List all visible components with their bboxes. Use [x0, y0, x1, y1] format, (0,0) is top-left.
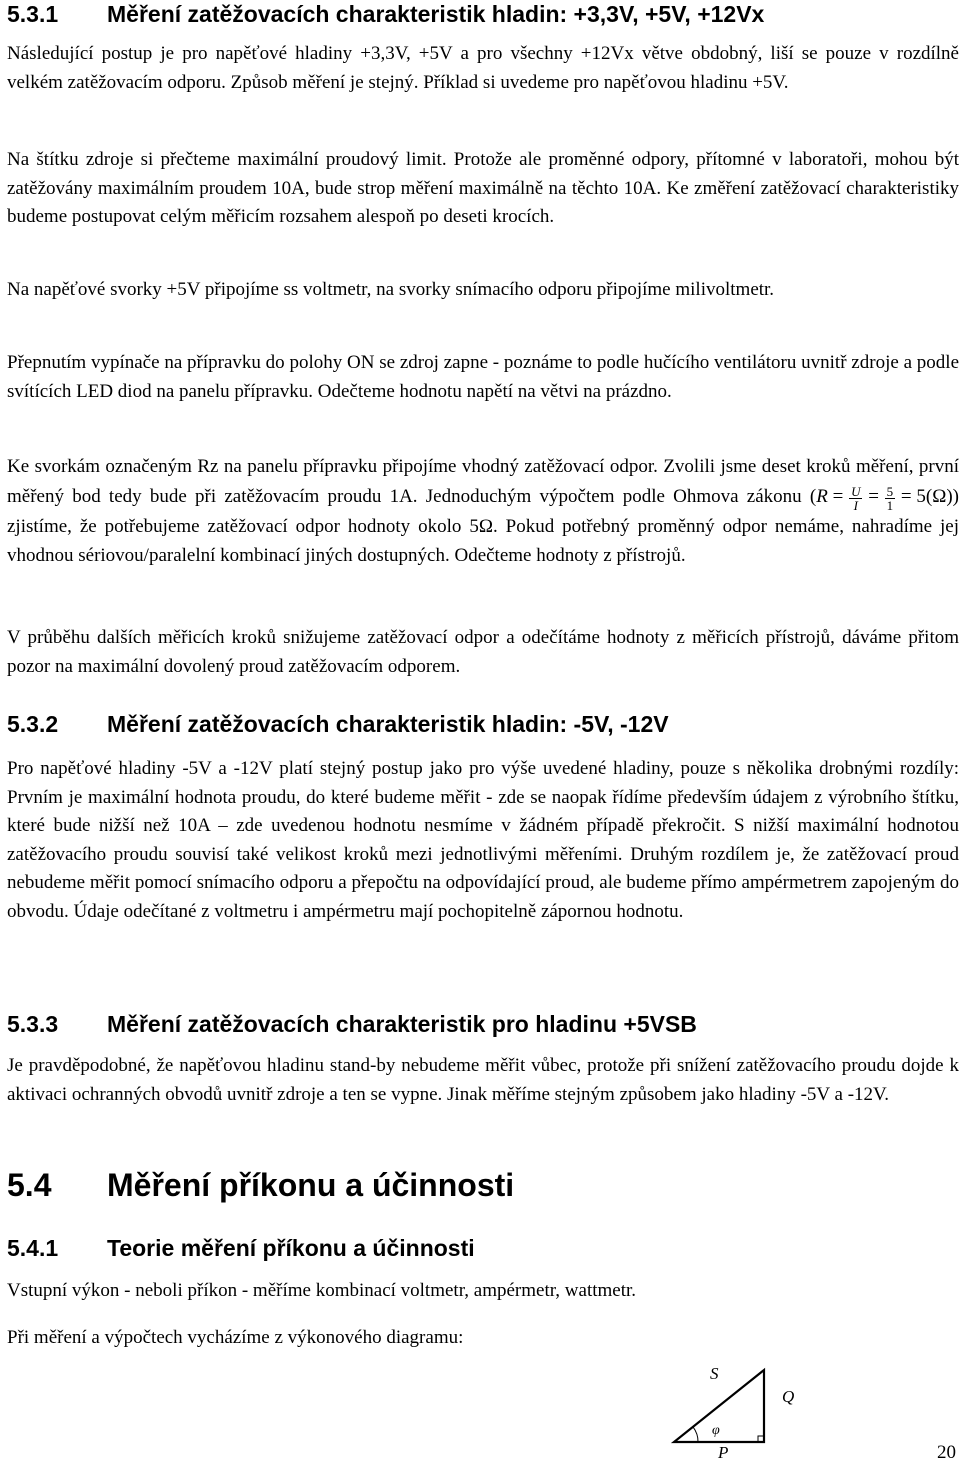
formula-result: 5(Ω): [916, 486, 953, 508]
heading-5-4-1: [7, 1234, 475, 1262]
heading-5-3-2: [7, 710, 669, 738]
label-s: S: [710, 1364, 719, 1383]
label-q: Q: [782, 1387, 795, 1406]
angle-arc: [693, 1427, 698, 1442]
formula-eq: =: [900, 486, 912, 508]
formula-five: 5: [886, 483, 894, 499]
formula-eq: =: [868, 486, 879, 508]
formula-fraction-ui: [849, 485, 862, 512]
formula-i: I: [853, 497, 858, 513]
heading-title: Teorie měření příkonu a účinnosti: [107, 1235, 475, 1261]
text-before-formula: Ke svorkám označeným Rz na panelu přípravku připojíme vhodný zatěžovací odpor. Zvolili jsme deset kroků měření, první měřený bod tedy bude při zatěžovacím proudu 1A. Jednoduchým výpočtem podle Ohmova zákonu (: [7, 456, 959, 507]
heading-5-4: [7, 1166, 514, 1204]
heading-title: Měření zatěžovacích charakteristik hladin: -5V, -12V: [107, 711, 669, 737]
heading-number: 5.4: [7, 1167, 52, 1203]
paragraph: Pro napěťové hladiny -5V a -12V platí stejný postup jako pro výše uvedené hladiny, pouze s několika drobnými rozdíly: Prvním je maximální hodnota proudu, do které budeme měřit - zde se naopak řídíme především údajem z výrobního štítku, které bude nižší než 10A – zde uvedenou hodnotu nesmíme v žádném případě překročit. S nižší maximální hodnotou zatěžovacího proudu souvisí také velikost kroků mezi jednotlivými měřeními. Druhým rozdílem je, že zatěžovací proud nebudeme měřit pomocí snímacího odporu a přepočtu na odpovídající proud, ale budeme přímo ampérmetrem zapojeným do obvodu. Údaje odečítané z voltmetru i ampérmetru mají pochopitelně zápornou hodnotu.: [7, 758, 959, 922]
heading-number: 5.3.2: [7, 711, 59, 737]
paragraph: Na štítku zdroje si přečteme maximální proudový limit. Protože ale proměnné odpory, přítomné v laboratoři, mohou být zatěžovány maximálním proudem 10A, bude strop měření maximálně na těchto 10A. Ke změření zatěžovací charakteristiky budeme postupovat celým měřicím rozsahem alespoň po deseti krocích.: [7, 149, 959, 227]
paragraph: Následující postup je pro napěťové hladiny +3,3V, +5V a pro všechny +12Vx větve obdobný, liší se pouze v rozdílně velkém zatěžovacím odporu. Způsob měření je stejný. Příklad si uvedeme pro napěťovou hladinu +5V.: [7, 43, 959, 93]
heading-title: Měření zatěžovacích charakteristik pro hladinu +5VSB: [107, 1011, 697, 1037]
paragraph: Na napěťové svorky +5V připojíme ss voltmetr, na svorky snímacího odporu připojíme milivoltmetr.: [7, 279, 775, 300]
paragraph-ohms-law: [7, 452, 959, 571]
formula-eq: =: [832, 486, 844, 508]
paragraph: V průběhu dalších měřicích kroků snižujeme zatěžovací odpor a odečítáme hodnoty z měřicích přístrojů, dáváme přitom pozor na maximální dovolený proud zatěžovacím odporem.: [7, 627, 959, 677]
heading-title: Měření zatěžovacích charakteristik hladin: +3,3V, +5V, +12Vx: [107, 1, 765, 27]
paragraph: Je pravděpodobné, že napěťovou hladinu stand-by nebudeme měřit vůbec, protože při snížení zatěžovacího proudu dojde k aktivaci ochranných obvodů uvnitř zdroje a ten se vypne. Jinak měříme stejným způsobem jako hladiny -5V a -12V.: [7, 1055, 959, 1105]
text-after-formula: ) zjistíme, že potřebujeme zatěžovací odpor hodnoty okolo 5Ω. Pokud potřebný proměnný odpor nemáme, nahradíme jej vhodnou sériovou/paralelní kombinací jiných dostupných. Odečteme hodnoty z přístrojů.: [7, 485, 959, 567]
heading-5-3-3: [7, 1010, 697, 1038]
heading-number: 5.3.3: [7, 1011, 59, 1037]
formula-one: 1: [886, 497, 894, 513]
page-number: 20: [937, 1442, 956, 1463]
ohms-law-formula: [816, 482, 952, 512]
power-triangle-diagram: [668, 1358, 808, 1458]
heading-5-3-1: [7, 0, 764, 28]
paragraph: Přepnutím vypínače na přípravku do polohy ON se zdroj zapne - poznáme to podle hučícího ventilátoru uvnitř zdroje a podle svítících LED diod na panelu přípravku. Odečteme hodnotu napětí na větvi na prázdno.: [7, 352, 959, 402]
label-phi: φ: [712, 1423, 720, 1438]
heading-title: Měření příkonu a účinnosti: [107, 1167, 515, 1203]
label-p: P: [718, 1443, 729, 1458]
heading-number: 5.3.1: [7, 1, 59, 27]
formula-r: R: [816, 486, 828, 508]
paragraph: Vstupní výkon - neboli příkon - měříme kombinací voltmetr, ampérmetr, wattmetr.: [7, 1280, 637, 1301]
heading-number: 5.4.1: [7, 1235, 59, 1261]
formula-u: U: [851, 483, 861, 499]
paragraph: Při měření a výpočtech vycházíme z výkonového diagramu:: [7, 1327, 464, 1348]
formula-fraction-numbers: [885, 485, 896, 512]
